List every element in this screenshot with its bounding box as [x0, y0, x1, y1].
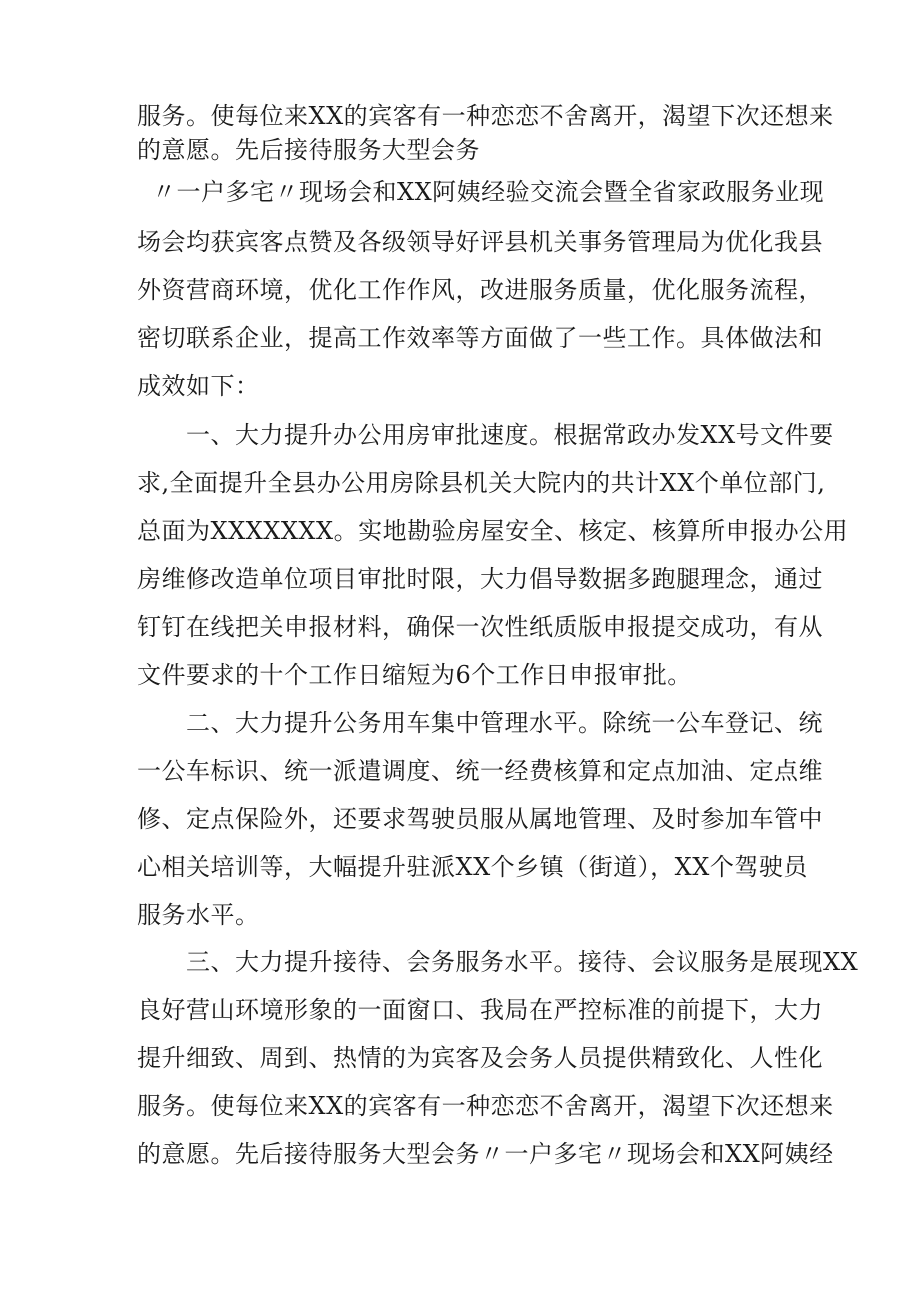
- text-line: 场会均获宾客点赞及各级领导好评县机关事务管理局为优化我县: [137, 228, 823, 256]
- text-line: 外资营商环境，优化工作作风，改进服务质量，优化服务流程，: [137, 276, 823, 304]
- text-line: 求,全面提升全县办公用房除县机关大院内的共计XX个单位部门,: [137, 469, 826, 497]
- text-line: 成效如下：: [137, 372, 260, 400]
- text-line: 总面为XXXXXXX。实地勘验房屋安全、核定、核算所申报办公用: [137, 517, 849, 545]
- paragraph-heading-2: 二、大力提升公务用车集中管理水平。除统一公车登记、统: [186, 709, 823, 737]
- text-line: 钉钉在线把关申报材料，确保一次性纸质版申报提交成功，有从: [137, 613, 823, 641]
- text-line: 心相关培训等，大幅提升驻派XX个乡镇（街道），XX个驾驶员: [137, 853, 808, 881]
- text-line: 修、定点保险外，还要求驾驶员服从属地管理、及时参加车管中: [137, 805, 823, 833]
- paragraph-heading-3: 三、大力提升接待、会务服务水平。接待、会议服务是展现XX: [186, 948, 859, 976]
- text-line: 房维修改造单位项目审批时限，大力倡导数据多跑腿理念，通过: [137, 565, 823, 593]
- text-line: 文件要求的十个工作日缩短为6个工作日申报审批。: [137, 661, 692, 689]
- text-line: 服务水平。: [137, 901, 260, 929]
- text-line: 一公车标识、统一派遣调度、统一经费核算和定点加油、定点维: [137, 757, 823, 785]
- text-line: 良好营山环境形象的一面窗口、我局在严控标准的前提下，大力: [137, 996, 823, 1024]
- text-line: 的意愿。先后接待服务大型会务: [137, 136, 480, 164]
- text-line: 密切联系企业，提高工作效率等方面做了一些工作。具体做法和: [137, 324, 823, 352]
- text-line: 服务。使每位来XX的宾客有一种恋恋不舍离开，渴望下次还想来: [137, 1092, 834, 1120]
- text-line: 的意愿。先后接待服务大型会务〃一户多宅〃现场会和XX阿姨经: [137, 1140, 834, 1168]
- text-line: 提升细致、周到、热情的为宾客及会务人员提供精致化、人性化: [137, 1044, 823, 1072]
- paragraph-heading-1: 一、大力提升办公用房审批速度。根据常政办发XX号文件要: [186, 421, 834, 449]
- text-line: 〃一户多宅〃现场会和XX阿姨经验交流会暨全省家政服务业现: [152, 178, 825, 206]
- text-line: 服务。使每位来XX的宾客有一种恋恋不舍离开，渴望下次还想来: [137, 102, 834, 130]
